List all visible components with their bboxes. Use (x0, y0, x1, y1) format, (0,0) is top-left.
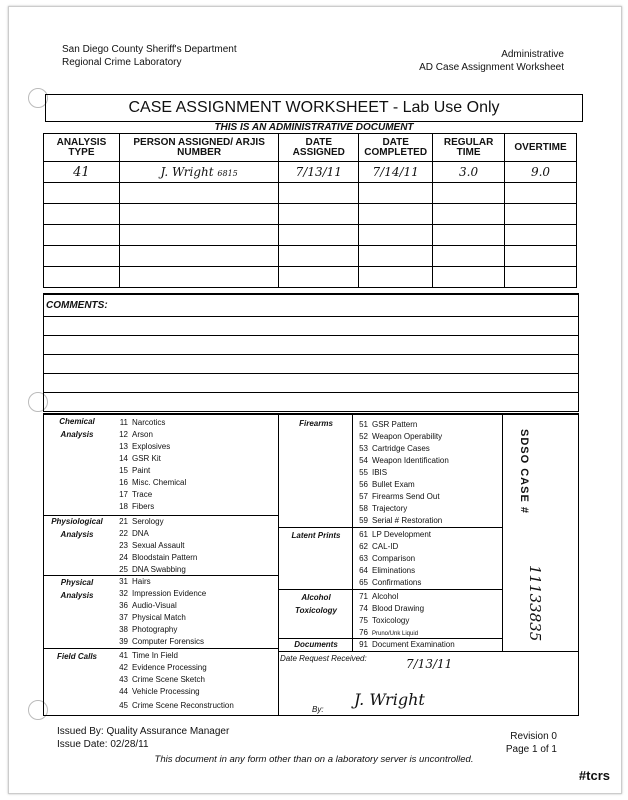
list-item: 55 IBIS (359, 468, 388, 477)
list-item: 24 Bloodstain Pattern (119, 553, 198, 562)
category-chemical: Chemical Analysis (59, 417, 95, 439)
page-number: Page 1 of 1 (505, 744, 557, 755)
signature-person: J. Wright (160, 165, 214, 179)
arjis-number: 6815 (217, 169, 238, 178)
list-item: 75 Toxicology (359, 616, 410, 625)
date-request-value: 7/13/11 (406, 657, 453, 671)
list-item: 65 Confirmations (359, 578, 422, 587)
list-item: 41 Time In Field (119, 651, 178, 660)
doc-type: Administrative (501, 49, 564, 60)
tag: #tcrs (578, 768, 610, 783)
list-item: 51 GSR Pattern (359, 420, 418, 429)
services-box (43, 413, 579, 716)
issued-by: Issued By: Quality Assurance Manager (57, 726, 230, 737)
list-item: 36 Audio-Visual (119, 601, 177, 610)
divider (278, 589, 502, 590)
list-item: 44 Vehicle Processing (119, 687, 200, 696)
comment-line (44, 335, 578, 336)
table-row (44, 204, 577, 225)
cell-date-assigned: 7/13/11 (279, 162, 359, 183)
list-item: 52 Weapon Operability (359, 432, 443, 441)
category-physical: Physical Analysis (60, 578, 94, 600)
comment-line (44, 316, 578, 317)
list-item: 14 GSR Kit (119, 454, 161, 463)
control-notice: This document in any form other than on a laboratory server is uncontrolled. (154, 754, 474, 765)
cell-overtime: 9.0 (505, 162, 577, 183)
list-item: 62 CAL-ID (359, 542, 399, 551)
list-item: 91 Document Examination (359, 640, 455, 649)
list-item: 21 Serology (119, 517, 164, 526)
list-item: 53 Cartridge Cases (359, 444, 430, 453)
divider (44, 648, 278, 649)
subtitle: THIS IS AN ADMINISTRATIVE DOCUMENT (214, 122, 414, 133)
list-item: 25 DNA Swabbing (119, 565, 186, 574)
table-row (44, 162, 577, 183)
list-item: 59 Serial # Restoration (359, 516, 443, 525)
comments-label: COMMENTS: (46, 300, 108, 311)
doc-name: AD Case Assignment Worksheet (419, 62, 564, 73)
category-documents: Documents (294, 640, 338, 649)
list-item: 56 Bullet Exam (359, 480, 415, 489)
by-signature: J. Wright (354, 690, 425, 709)
case-number: 11133835 (526, 565, 544, 642)
list-item: 17 Trace (119, 490, 153, 499)
list-item: 16 Misc. Chemical (119, 478, 187, 487)
comment-line (44, 354, 578, 355)
list-item: 23 Sexual Assault (119, 541, 185, 550)
assignment-table (43, 133, 577, 288)
by-label: By: (312, 705, 324, 714)
category-latent-prints: Latent Prints (291, 531, 341, 540)
cell-date-completed: 7/14/11 (359, 162, 433, 183)
comments-box (43, 293, 579, 412)
list-item: 57 Firearms Send Out (359, 492, 440, 501)
cell-regular-time: 3.0 (433, 162, 505, 183)
list-item: 64 Eliminations (359, 566, 416, 575)
cell-person (119, 162, 278, 183)
comment-line (44, 373, 578, 374)
divider (278, 651, 578, 652)
list-item: 58 Trajectory (359, 504, 408, 513)
list-item: 38 Photography (119, 625, 178, 634)
org-line2: Regional Crime Laboratory (62, 57, 182, 68)
list-item: 15 Paint (119, 466, 151, 475)
date-request-label: Date Request Received: (280, 654, 367, 663)
col-date-assigned: DATE ASSIGNED (279, 134, 359, 162)
col-regular-time: REGULAR TIME (433, 134, 505, 162)
category-alcohol-toxicology: Alcohol Toxicology (295, 593, 337, 615)
col-date-completed: DATE COMPLETED (359, 134, 433, 162)
category-firearms: Firearms (299, 419, 333, 428)
table-row (44, 183, 577, 204)
col-person: PERSON ASSIGNED/ ARJIS NUMBER (119, 134, 278, 162)
list-item: 18 Fibers (119, 502, 155, 511)
sdso-case-label: SDSO CASE # (518, 429, 530, 514)
comment-line (44, 392, 578, 393)
list-item: 31 Hairs (119, 577, 151, 586)
list-item: 11 Narcotics (119, 418, 166, 427)
list-item: 39 Computer Forensics (119, 637, 205, 646)
table-row (44, 246, 577, 267)
page-title: CASE ASSIGNMENT WORKSHEET - Lab Use Only (45, 94, 583, 122)
list-item: 54 Weapon Identification (359, 456, 449, 465)
list-item: 63 Comparison (359, 554, 416, 563)
list-item: 74 Blood Drawing (359, 604, 425, 613)
list-item: 61 LP Development (359, 530, 431, 539)
divider (278, 415, 279, 715)
table-row (44, 267, 577, 288)
table-row (44, 225, 577, 246)
list-item: 42 Evidence Processing (119, 663, 207, 672)
revision: Revision 0 (510, 731, 557, 742)
category-field-calls: Field Calls (56, 652, 97, 661)
issue-date: Issue Date: 02/28/11 (57, 739, 149, 750)
cell-analysis-type: 41 (44, 162, 120, 183)
list-item: 43 Crime Scene Sketch (119, 675, 205, 684)
col-overtime: OVERTIME (505, 134, 577, 162)
list-item: 45 Crime Scene Reconstruction (119, 701, 234, 710)
list-item: 22 DNA (119, 529, 149, 538)
list-item: 32 Impression Evidence (119, 589, 207, 598)
list-item: 13 Explosives (119, 442, 171, 451)
org-line1: San Diego County Sheriff's Department (62, 44, 237, 55)
divider (502, 415, 503, 652)
divider (278, 527, 502, 528)
list-item: 12 Arson (119, 430, 153, 439)
category-physiological: Physiological Analysis (51, 517, 103, 539)
list-item: 37 Physical Match (119, 613, 186, 622)
col-analysis-type: ANALYSIS TYPE (44, 134, 120, 162)
list-item: 71 Alcohol (359, 592, 399, 601)
list-item: 76 Pruno/Unk Liquid (359, 628, 419, 637)
